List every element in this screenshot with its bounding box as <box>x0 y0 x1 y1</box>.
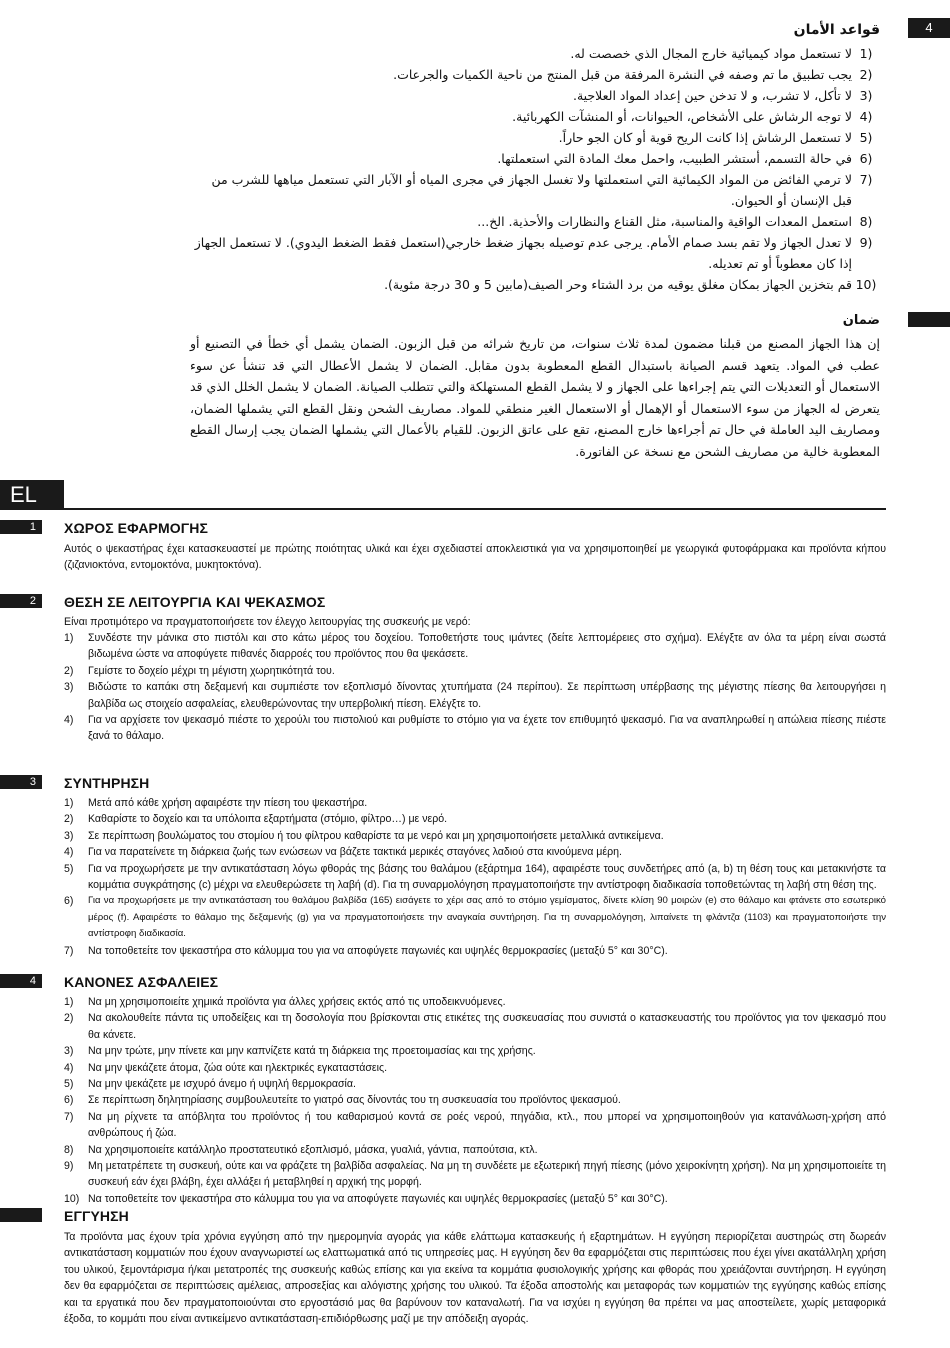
section-title: ΘΕΣΗ ΣΕ ΛΕΙΤΟΥΡΓΙΑ ΚΑΙ ΨΕΚΑΣΜΟΣ <box>64 594 326 610</box>
list-item-text: لا تأكل، لا تشرب، و لا تدخن حين إعداد المواد العلاجية. <box>572 88 852 103</box>
arabic-warranty-text: إن هذا الجهاز المصنع من قبلنا مضمون لمدة ثلاث سنوات، من تاريخ شرائه من قبل الزبون. الضمان يشمل أي خطأ في التصنيع أو عطب في المواد. يتعهد قسم الصيانة باستبدال القطع المعطوبة بدون مقابل. الضمان لا يشمل الأعطال التي قد تنشأ عن سوء الاستعمال أو التعديلات التي يتم إجراءها على الجهاز و لا يشمل القطع المستهلكة والتي تتطلب الصيانة. الضمان لا يشمل الخلل الذي قد يتعرض له الجهاز من سوء الاستعمال أو الإهمال أو الاستعمال الغير منطقي للمواد. مصاريف الشحن ونقل القطع التي يشملها الضمان، ومصاريف اليد العاملة في حال تم أجراءها خارج المصنع، تقع على عاتق الزبون. للقيام بالأعمال التي يشملها الضمان يجب إرسال القطع المعطوبة خالية من مصاريف الشحن مع نسخة عن الفاتورة. <box>190 336 880 459</box>
list-item <box>64 630 886 663</box>
section-number: 1 <box>0 520 42 534</box>
list-item-text: لا تستعمل الرشاش إذا كانت الريح قوية أو كان الجو حاراً. <box>558 130 852 145</box>
list-item-number: 9) <box>859 235 873 250</box>
list-item <box>64 1109 886 1142</box>
list-item-text: في حالة التسمم، أستشر الطبيب، واحمل معك المادة التي استعملتها. <box>497 151 852 166</box>
list-item-text: Σε περίπτωση δηλητηρίασης συμβουλευτείτε το γιατρό σας δίνοντάς του τη συσκευασία του προϊόντος ψεκασμού. <box>88 1094 621 1107</box>
section-number: 3 <box>0 775 42 789</box>
list-item-text: Συνδέστε την μάνικα στο πιστόλι και στο κάτω μέρος του δοχείου. Τοποθετήστε τους ιμάντες (δείτε λεπτομέρειες στο σχήμα). Ελέγξτε αν όλα τα μέρη είναι σωστά βιδωμένα ώστε να αποφύγετε πιθανές διαρροές του προϊόντος που θα ψεκάσετε. <box>88 632 886 661</box>
list-item-text: Να τοποθετείτε τον ψεκαστήρα στο κάλυμμα του για να αποφύγετε παγωνιές και υψηλές θερμοκρασίες (μεταξύ 5° και 30°C). <box>88 944 668 957</box>
list-item <box>64 663 886 679</box>
list-item <box>64 1092 886 1108</box>
list-item <box>64 1010 886 1043</box>
list-item-number: 1) <box>859 46 873 61</box>
arabic-warranty-title: ضمان <box>842 313 880 328</box>
list-item <box>64 893 886 942</box>
list-item-number: 3) <box>64 681 74 694</box>
list-item-text: Μη μετατρέπετε τη συσκευή, ούτε και να φράζετε τη βαλβίδα ασφαλείας. Να μη τη συνδέετε με εξωτερική πηγή πίεσης (μόνο χειροκίνητη χρήση). Να μη χρησιμοποιείτε τη συσκευή εάν έχει βλάβη, έχει αλλάξει ή μεταβληθεί η αρχική της μορφή. <box>88 1160 886 1189</box>
list-item-number: 7) <box>64 1110 74 1123</box>
section-list <box>64 994 886 1207</box>
section-list <box>64 795 886 959</box>
list-item <box>64 1060 886 1076</box>
section-number: 2 <box>0 594 42 608</box>
list-item-number: 8) <box>859 214 873 229</box>
section-list <box>64 630 886 745</box>
list-item-text: Να ακολουθείτε πάντα τις υποδείξεις και τη δοσολογία που βρίσκονται στις ετικέτες της συσκευασίας που συνιστά ο κατασκευαστής του προϊόντος για τον ψεκασμό που θα κάνετε. <box>88 1012 886 1041</box>
list-item-number: 1) <box>64 797 74 809</box>
list-item <box>64 1076 886 1092</box>
list-item-number: 4) <box>64 1061 74 1074</box>
list-item-number: 1) <box>64 996 74 1008</box>
list-item <box>64 844 886 860</box>
list-item <box>64 795 886 811</box>
list-item-text: استعمل المعدات الواقية والمناسبة، مثل القناع والنظارات والأحذية. الخ... <box>477 214 852 229</box>
list-item <box>190 274 880 295</box>
list-item <box>190 148 880 169</box>
list-item-number: 4) <box>64 846 74 859</box>
list-item <box>190 106 880 127</box>
list-item-text: Να χρησιμοποιείτε κατάλληλο προστατευτικό εξοπλισμό, μάσκα, γυαλιά, γάντια, παπούτσια, κτλ. <box>88 1143 538 1156</box>
section-number: 4 <box>0 974 42 988</box>
list-item <box>64 712 886 745</box>
list-item-number: 4) <box>64 714 74 727</box>
section-intro: Είναι προτιμότερο να πραγματοποιήσετε τον έλεγχο λειτουργίας της συσκευής με νερό: <box>64 616 471 628</box>
list-item <box>190 43 880 64</box>
list-item-text: Μετά από κάθε χρήση αφαιρέστε την πίεση του ψεκαστήρα. <box>88 797 368 809</box>
section-text: Αυτός ο ψεκαστήρας έχει κατασκευαστεί με πρώτης ποιότητας υλικά και έχει σχεδιαστεί αποκλειστικά για να χρησιμοποιηθεί με γεωργικά φυτοφάρμακα και προϊόντα κήπου (ζιζανιοκτόνα, εντομοκτόνα, μυκητοκτόνα). <box>64 543 886 572</box>
language-divider <box>64 508 886 510</box>
list-item-number: 2) <box>64 664 74 677</box>
side-marker <box>908 312 950 327</box>
list-item-number: 3) <box>64 829 74 842</box>
list-item-number: 7) <box>859 172 873 187</box>
list-item <box>64 828 886 844</box>
list-item-number: 4) <box>859 109 873 124</box>
list-item <box>64 1142 886 1158</box>
list-item-text: Βιδώστε το καπάκι στη δεξαμενή και συμπιέστε τον εξοπλισμό δίνοντας χτυπήματα (24 περίπου). Σε περίπτωση υπέρβασης της μέγιστης πίεσης θα λειτουργήσει η βαλβίδα ως στοιχείο ασφαλείας, ελευθερώνοντας την υπερβολική πίεση. Ελέγξτε το. <box>88 681 886 710</box>
section-title: ΕΓΓΥΗΣΗ <box>64 1208 129 1224</box>
list-item-number: 2) <box>859 67 873 82</box>
list-item-text: يجب تطبيق ما تم وصفه في النشرة المرفقة من قبل المنتج من ناحية الكميات والجرعات. <box>393 67 852 82</box>
list-item-number: 2) <box>64 813 74 826</box>
list-item-number: 7) <box>64 944 74 957</box>
list-item <box>190 211 880 232</box>
list-item <box>190 169 880 211</box>
list-item-number: 3) <box>64 1045 74 1058</box>
list-item-number: 1) <box>64 632 74 644</box>
list-item-text: Για να παρατείνετε τη διάρκεια ζωής των ενώσεων να βάζετε τακτικά μερικές σταγόνες λαδιού στα κινούμενα μέρη. <box>88 846 622 859</box>
list-item-text: Να τοποθετείτε τον ψεκαστήρα στο κάλυμμα του για να αποφύγετε παγωνιές και υψηλές θερμοκρασίες (μεταξύ 5° και 30°C). <box>88 1192 668 1205</box>
list-item-number: 2) <box>64 1012 74 1025</box>
list-item-text: Σε περίπτωση βουλώματος του στομίου ή του φίλτρου καθαρίστε τα με νερό και μη χρησιμοποιήσετε μεταλλικά αντικείμενα. <box>88 829 664 842</box>
list-item-number: 10) <box>855 277 877 292</box>
list-item <box>190 232 880 274</box>
list-item-text: Να μη χρησιμοποιείτε χημικά προϊόντα για άλλες χρήσεις εκτός από τις υποδεικνυόμενες. <box>88 996 506 1008</box>
list-item-number: 5) <box>64 862 74 875</box>
list-item <box>64 861 886 894</box>
list-item-number: 5) <box>64 1078 74 1091</box>
list-item-text: Για να προχωρήσετε με την αντικατάσταση λόγω φθοράς της βάσης του θαλάμου (εξάρτημα 164), αφαιρέστε τους συνδετήρες από (a, b) τη θέση τους και μετακινήστε τα κομμάτια συγκράτησης (c) μέχρι να ελευθερώσετε τη λαβή (d). Για τη συναρμολόγηση πραγματοποιήστε την αντίστροφη διαδικασία τοποθετώντας τη λαβή στη θέση της. <box>88 862 886 892</box>
list-item-number: 9) <box>64 1160 74 1173</box>
list-item-text: Για να προχωρήσετε με την αντικατάσταση του θαλάμου βαλβίδα (165) εισάγετε το χέρι σας από το στόμιο γεμίσματος, δίνετε κλίση 90 μοιρών (e) στο θάλαμο και φτάνετε στο εσωτερικό μέρος (f). Αφαιρέστε το θάλαμο της δεξαμενής (g) για να πραγματοποιήσετε την αναγκαία συντήρηση. Για τη συναρμολόγηση, λιπαίνετε τη φλάντζα (1103) και πραγματοποιήστε την αντίστροφη διαδικασία. <box>88 895 886 940</box>
arabic-safety-title: قواعد الأمان <box>793 22 880 38</box>
list-item-text: لا تستعمل مواد كيميائية خارج المجال الذي خصصت له. <box>570 46 852 61</box>
list-item-number: 3) <box>859 88 873 103</box>
list-item-text: لا تعدل الجهاز ولا تقم بسد صمام الأمام. يرجى عدم توصيله بجهاز ضغط خارجي(استعمل فقط الضغط اليدوي). لا تستعمل الجهاز إذا كان معطوباً أو تم تعديله. <box>194 235 852 271</box>
list-item-text: Καθαρίστε το δοχείο και τα υπόλοιπα εξαρτήματα (στόμιο, φίλτρο…) με νερό. <box>88 813 448 826</box>
list-item-text: Για να αρχίσετε τον ψεκασμό πιέστε το χερούλι του πιστολιού και ρυθμίστε το στόμιο για να έχετε τον επιθυμητό ψεκασμό. Για να αναπληρωθεί η απώλεια πίεσης πιέστε ξανά το θάλαμο. <box>88 714 886 743</box>
list-item-text: Να μην τρώτε, μην πίνετε και μην καπνίζετε κατά τη διάρκεια της προετοιμασίας και της χρήσης. <box>88 1045 536 1058</box>
list-item-text: قم بتخزين الجهاز بمكان مغلق يوقيه من برد الشتاء وحر الصيف(مابين 5 و 30 درجة مئوية). <box>384 277 852 292</box>
list-item-number: 6) <box>64 895 74 908</box>
section-text: Τα προϊόντα μας έχουν τρία χρόνια εγγύηση από την ημερομηνία αγοράς για κάθε ελάττωμα κατασκευής ή εξαρτημάτων. Η εγγύηση περιορίζεται αυστηρώς στη δωρεάν αντικατάσταση κομματιών που έχουν αναγνωριστεί ως ελαττωματικά από τις υπηρεσίες μας. Η εγγύηση δεν θα εφαρμόζεται στις περιπτώσεις που έχει γίνει ακατάλληλη χρήση του υλικού, ξεμοντάρισμα ή/και μετατροπές της συσκευής καθώς επίσης και για εκείνα τα κομμάτια φυσιολογικής χρήσης και φθοράς που χρειάζονται συντήρηση. Η εγγύηση δεν θα εφαρμόζεται σε περιπτώσεις αμέλειας, απροσεξίας και αλόγιστης χρήσης του υλικού. Τα έξοδα αποστολής και μεταφοράς των κομματιών της εγγύησης καθώς επίσης και τα εργατικά που δεν πραγματοποιούνται στο εργοστάσιό μας θα βαρύνουν τον καταναλωτή. Για να ισχύει η εγγύηση θα πρέπει να μας αποστείλετε, χωρίς μεταφορικά έξοδα, το κομμάτι που είναι αντικείμενο αντικατάσταση-επιδιόρθωσης μαζί με την απόδειξη αγοράς. <box>64 1231 886 1326</box>
list-item-number: 10) <box>64 1192 80 1205</box>
language-label: EL <box>0 480 64 510</box>
list-item <box>64 943 886 959</box>
page-number: 4 <box>908 18 950 38</box>
list-item <box>64 1043 886 1059</box>
section-title: ΚΑΝΟΝΕΣ ΑΣΦΑΛΕΙΕΣ <box>64 974 219 990</box>
section-marker <box>0 1208 42 1222</box>
list-item-text: Να μη ρίχνετε τα απόβλητα του προϊόντος ή του καθαρισμού κοντά σε ροές νερού, πηγάδια, κτλ., που μπορεί να χρησιμοποιηθούν για κατανάλωση-χρήση από ανθρώπους ή ζώα. <box>88 1110 886 1140</box>
list-item-number: 6) <box>859 151 873 166</box>
list-item-text: Να μην ψεκάζετε με ισχυρό άνεμο ή υψηλή θερμοκρασία. <box>88 1078 356 1091</box>
arabic-safety-list <box>190 43 880 295</box>
list-item <box>64 1191 886 1207</box>
list-item <box>190 85 880 106</box>
list-item <box>190 127 880 148</box>
list-item <box>64 811 886 827</box>
section-title: ΧΩΡΟΣ ΕΦΑΡΜΟΓΗΣ <box>64 520 208 536</box>
list-item <box>64 994 886 1010</box>
list-item <box>64 679 886 712</box>
section-title: ΣΥΝΤΗΡΗΣΗ <box>64 775 150 791</box>
list-item-text: لا ترمي الفائض من المواد الكيمائية التي استعملتها ولا تغسل الجهاز في مجرى المياه أو الآبار التي تستعمل مياهها للشرب من قبل الإنسان أو الحيوان. <box>211 172 852 208</box>
list-item <box>190 64 880 85</box>
list-item-text: Γεμίστε το δοχείο μέχρι τη μέγιστη χωρητικότητά του. <box>88 664 335 677</box>
list-item <box>64 1158 886 1191</box>
list-item-number: 6) <box>64 1094 74 1107</box>
list-item-text: Να μην ψεκάζετε άτομα, ζώα ούτε και ηλεκτρικές εγκαταστάσεις. <box>88 1061 388 1074</box>
list-item-number: 8) <box>64 1143 74 1156</box>
list-item-text: لا توجه الرشاش على الأشخاص، الحيوانات، أو المنشآت الكهربائية. <box>512 109 852 124</box>
list-item-number: 5) <box>859 130 873 145</box>
